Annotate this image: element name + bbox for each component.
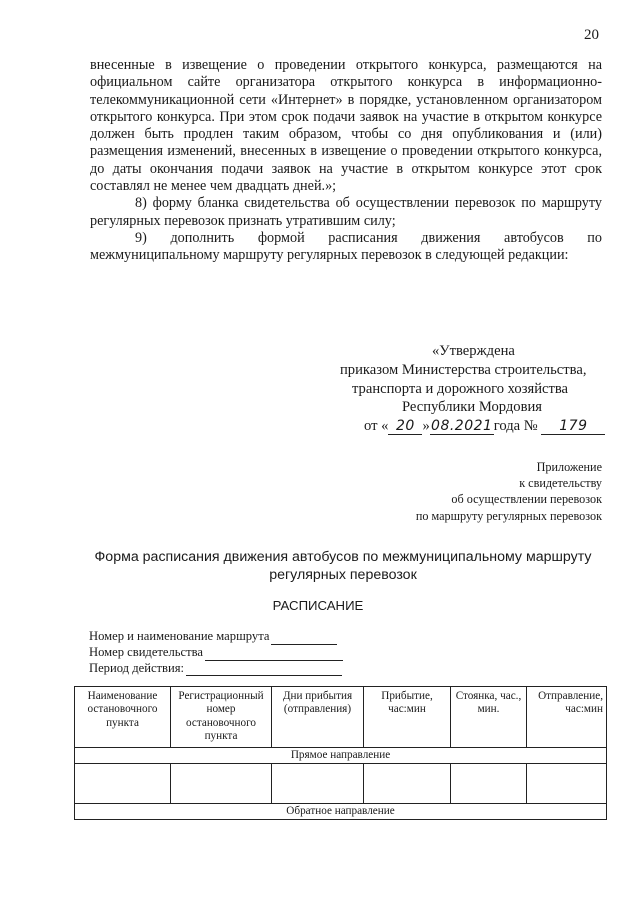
paragraph-item-9: 9) дополнить формой расписания движения автобусов по межмуниципальному маршруту регулярных перевозок в следующей редакции: <box>90 229 602 264</box>
route-blank <box>271 632 337 645</box>
approval-title: «Утверждена <box>432 343 515 359</box>
period-field <box>89 661 343 677</box>
table-cell <box>451 764 527 804</box>
paragraph-item-8: 8) форму бланка свидетельства об осуществлении перевозок по маршруту регулярных перевозок признать утратившим силу; <box>90 195 602 229</box>
direction-backward: Обратное направление <box>75 804 607 820</box>
column-header: Наименование остановочного пункта <box>75 687 171 748</box>
column-header: Дни прибытия (отправления) <box>272 687 364 748</box>
column-header: Отправление, час:мин <box>527 687 607 748</box>
route-fields <box>89 629 343 676</box>
approval-ministry-cont: транспорта и дорожного хозяйства <box>352 380 569 397</box>
form-title-line-1: Форма расписания движения автобусов по межмуниципальному маршруту <box>94 549 592 565</box>
form-title-line-2: регулярных перевозок <box>269 566 417 583</box>
certificate-blank <box>205 648 343 661</box>
approval-number: 179 <box>541 419 605 435</box>
paragraph-continuation: внесенные в извещение о проведении открытого конкурса, размещаются на официальном сайте организатора открытого конкурса в информационно-телекоммуникационной сети «Интернет» в порядке, установленном организатором открытого конкурса. При этом срок подачи заявок на участие в открытом конкурсе должен быть продлен таким образом, чтобы со дня опубликования и (или) размещения изменений, внесенных в извещение о проведении открытого конкурса, до даты окончания подачи заявок на участие в открытом конкурсе этот срок составлял не менее чем двадцать дней.»; <box>90 57 602 195</box>
approval-republic: Республики Мордовия <box>402 399 543 416</box>
date-suffix: года № <box>493 418 538 435</box>
form-title <box>70 549 616 584</box>
route-label: Номер и наименование маршрута <box>89 629 270 643</box>
column-header: Прибытие, час:мин <box>364 687 451 748</box>
approval-ministry: приказом Министерства строительства, <box>340 361 587 378</box>
approval-month-year: 08.2021 <box>431 418 493 435</box>
table-row-direction <box>75 804 607 820</box>
certificate-field <box>89 645 343 661</box>
page-number: 20 <box>584 27 599 43</box>
table-header-row <box>75 687 607 748</box>
appendix-block <box>360 459 602 524</box>
table-row-direction <box>75 747 607 763</box>
schedule-heading: РАСПИСАНИЕ <box>272 598 364 613</box>
approval-block <box>330 342 602 436</box>
table-row <box>75 764 607 804</box>
period-blank <box>186 663 342 676</box>
approval-date-line <box>330 417 602 436</box>
column-header: Стоянка, час., мин. <box>451 687 527 748</box>
period-label: Период действия: <box>89 660 185 675</box>
approval-day: 20 <box>388 419 422 435</box>
schedule-table <box>74 686 607 820</box>
appendix-line-2: к свидетельству <box>519 476 602 491</box>
table-cell <box>364 764 451 804</box>
certificate-label: Номер свидетельства <box>89 644 204 659</box>
table-cell <box>272 764 364 804</box>
appendix-line-4: по маршруту регулярных перевозок <box>415 508 602 523</box>
column-header: Регистрационный номер остановочного пункта <box>171 687 272 748</box>
date-mid: » <box>422 418 430 435</box>
table-cell <box>171 764 272 804</box>
direction-forward: Прямое направление <box>75 747 607 763</box>
date-prefix: от « <box>364 418 389 435</box>
table-cell <box>527 764 607 804</box>
appendix-line-1: Приложение <box>536 460 602 474</box>
body-text <box>90 57 602 265</box>
route-field <box>89 629 343 645</box>
appendix-line-3: об осуществлении перевозок <box>451 492 602 507</box>
table-cell <box>75 764 171 804</box>
